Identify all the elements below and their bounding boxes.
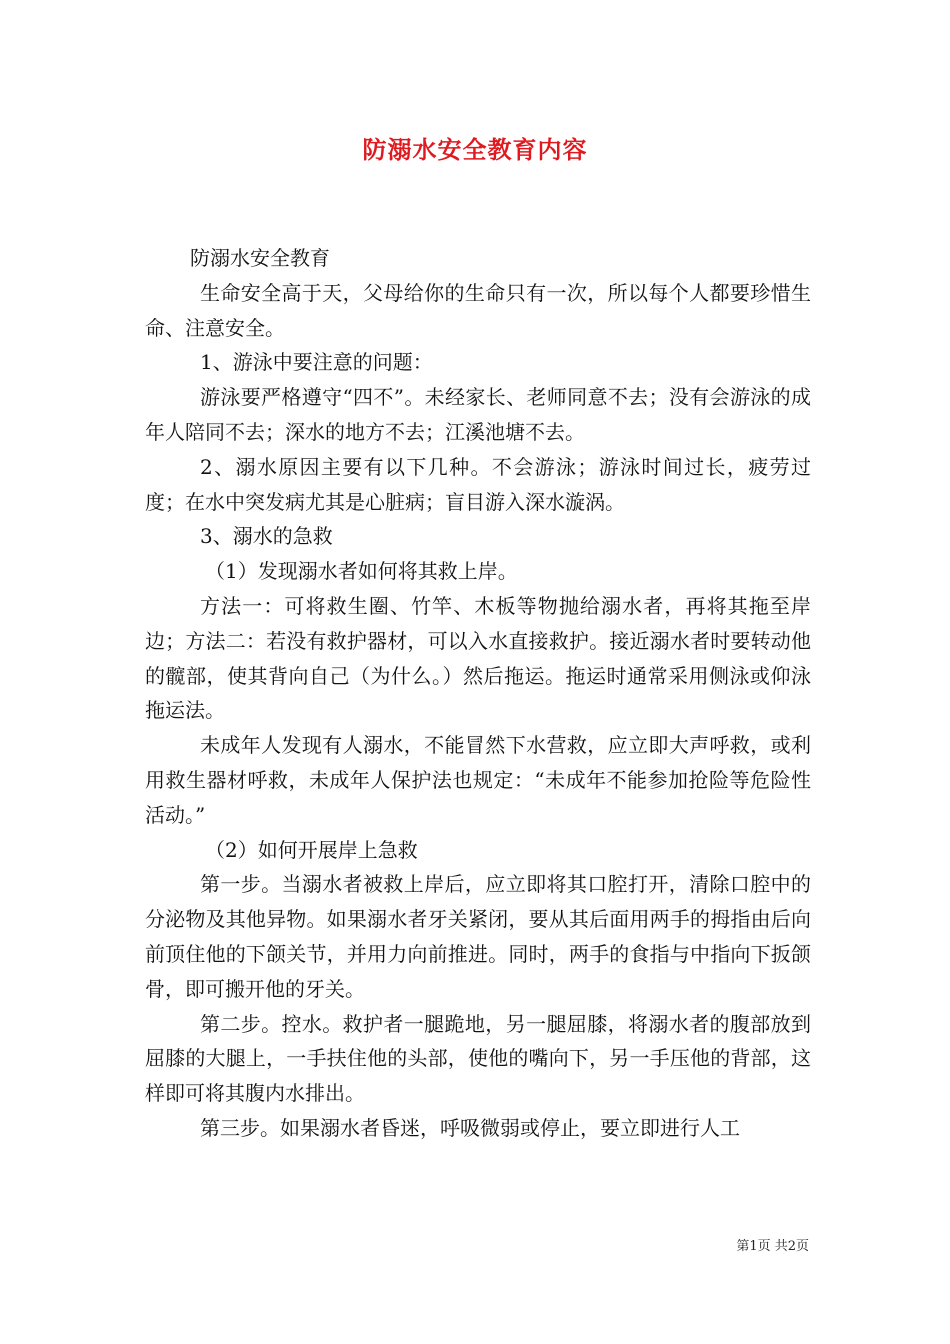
paragraph-four-nos: 游泳要严格遵守“四不”。未经家长、老师同意不去；没有会游泳的成年人陪同不去；深水的地方不去；江溪池塘不去。 [145, 385, 811, 444]
document-title: 防溺水安全教育内容 [362, 135, 588, 164]
section-heading: 防溺水安全教育 [190, 246, 330, 270]
paragraph-step-one: 第一步。当溺水者被救上岸后，应立即将其口腔打开，清除口腔中的分泌物及其他异物。如果溺水者牙关紧闭，要从其后面用两手的拇指由后向前顶住他的下颌关节，并用力向前推进。同时，两手的食指与中指向下扳颌骨，即可搬开他的牙关。 [145, 872, 811, 1001]
paragraph-swim-heading: 1、游泳中要注意的问题： [200, 350, 433, 375]
page-number: 第1页 共2页 [736, 1239, 809, 1254]
paragraph-drowning-causes: 2、溺水原因主要有以下几种。不会游泳；游泳时间过长，疲劳过度；在水中突发病尤其是心脏病；盲目游入深水漩涡。 [145, 454, 811, 514]
paragraph-rescue-heading: （1）发现溺水者如何将其救上岸。 [205, 559, 518, 584]
paragraph-rescue-methods: 方法一：可将救生圈、竹竿、木板等物抛给溺水者，再将其拖至岸边；方法二：若没有救护器材，可以入水直接救护。接近溺水者时要转动他的髋部，使其背向自己（为什么。）然后拖运。拖运时通常采用侧泳或仰泳拖运法。 [145, 593, 811, 723]
paragraph-step-three: 第三步。如果溺水者昏迷，呼吸微弱或停止，要立即进行人工 [200, 1115, 740, 1140]
paragraph-shore-aid-heading: （2）如何开展岸上急救 [205, 837, 418, 862]
document-body [145, 241, 811, 1146]
paragraph-step-two: 第二步。控水。救护者一腿跪地，另一腿屈膝，将溺水者的腹部放到屈膝的大腿上，一手扶住他的头部，使他的嘴向下，另一手压他的背部，这样即可将其腹内水排出。 [145, 1011, 811, 1106]
paragraph-first-aid-heading: 3、溺水的急救 [200, 524, 333, 549]
paragraph-intro: 生命安全高于天，父母给你的生命只有一次，所以每个人都要珍惜生命、注意安全。 [145, 280, 811, 340]
paragraph-minor-rules: 未成年人发现有人溺水，不能冒然下水营救，应立即大声呼救，或利用救生器材呼救，未成年人保护法也规定：“未成年不能参加抢险等危险性活动。” [145, 733, 811, 827]
